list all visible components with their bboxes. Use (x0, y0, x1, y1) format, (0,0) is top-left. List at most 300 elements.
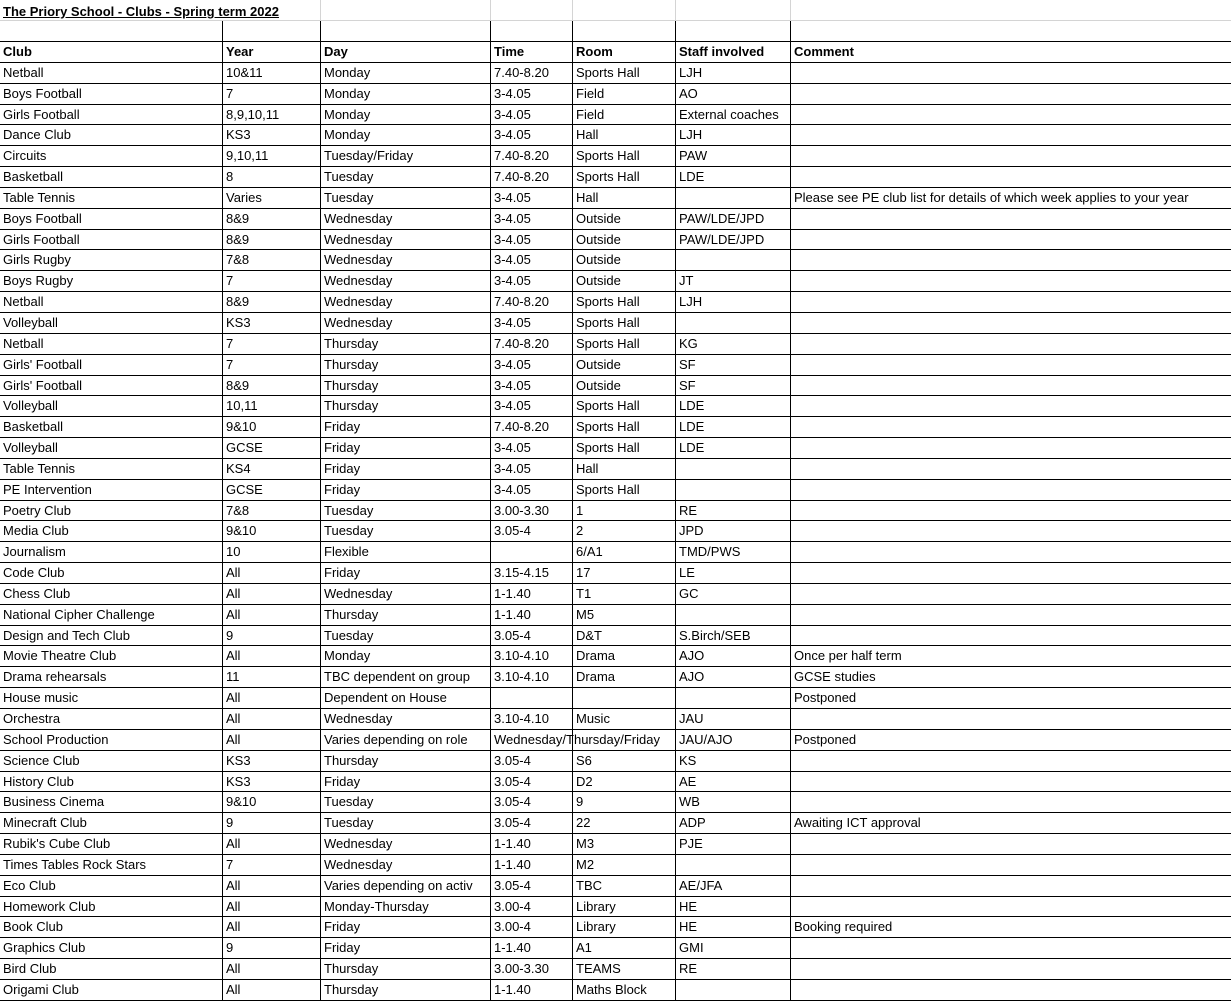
cell-club[interactable]: Table Tennis (3, 460, 76, 476)
cell-club[interactable]: Volleyball (3, 398, 58, 414)
cell-staff[interactable]: JT (675, 271, 790, 291)
header-staff[interactable]: Staff involved (675, 42, 790, 62)
cell-comment[interactable] (790, 855, 1231, 875)
cell-staff[interactable] (675, 605, 790, 625)
cell-club[interactable]: Poetry Club (3, 502, 71, 518)
cell-day[interactable]: Friday (320, 438, 490, 458)
cell-room[interactable]: Sports Hall (572, 396, 675, 416)
cell-day[interactable]: Friday (320, 772, 490, 792)
header-year[interactable]: Year (222, 42, 320, 62)
cell-staff[interactable] (675, 459, 790, 479)
cell-comment[interactable] (790, 376, 1231, 396)
cell-time[interactable]: 3-4.05 (490, 125, 572, 145)
cell-comment[interactable]: Postponed (790, 688, 1231, 708)
blank-cell[interactable] (320, 21, 490, 41)
cell-club[interactable]: Eco Club (3, 877, 56, 893)
cell-club[interactable]: Movie Theatre Club (3, 648, 117, 664)
cell-year[interactable]: All (222, 959, 320, 979)
cell-time[interactable]: 3.00-3.30 (490, 501, 572, 521)
cell-staff[interactable]: JPD (675, 521, 790, 541)
cell-room[interactable]: T1 (572, 584, 675, 604)
cell-time[interactable]: 3.05-4 (490, 751, 572, 771)
cell-room[interactable]: Sports Hall (572, 480, 675, 500)
cell-staff[interactable]: S.Birch/SEB (675, 626, 790, 646)
cell-comment[interactable] (790, 438, 1231, 458)
cell-year[interactable]: KS4 (222, 459, 320, 479)
blank-cell[interactable] (222, 21, 320, 41)
cell-room[interactable]: A1 (572, 938, 675, 958)
cell-day[interactable]: Tuesday (320, 188, 490, 208)
header-comment[interactable]: Comment (790, 42, 1231, 62)
cell-staff[interactable]: GMI (675, 938, 790, 958)
cell-staff[interactable]: LDE (675, 438, 790, 458)
cell-club[interactable]: Science Club (3, 752, 80, 768)
cell-day[interactable]: Wednesday (320, 209, 490, 229)
cell-room[interactable]: 9 (572, 792, 675, 812)
cell-day[interactable]: Wednesday (320, 230, 490, 250)
cell-day[interactable]: Thursday (320, 980, 490, 1000)
cell-day[interactable]: Monday (320, 63, 490, 83)
cell-room[interactable]: Sports Hall (572, 63, 675, 83)
cell-club[interactable]: Minecraft Club (3, 815, 87, 831)
blank-cell[interactable] (572, 21, 675, 41)
cell-year[interactable]: GCSE (222, 438, 320, 458)
cell-time[interactable]: 1-1.40 (490, 938, 572, 958)
cell-staff[interactable]: LJH (675, 125, 790, 145)
cell-comment[interactable] (790, 501, 1231, 521)
cell-comment[interactable]: Booking required (790, 917, 1231, 937)
cell-staff[interactable]: LDE (675, 417, 790, 437)
cell-time[interactable]: 7.40-8.20 (490, 63, 572, 83)
cell-day[interactable]: Friday (320, 459, 490, 479)
cell-club[interactable]: Dance Club (3, 127, 71, 143)
cell-room[interactable]: Sports Hall (572, 313, 675, 333)
cell-time[interactable]: 3-4.05 (490, 250, 572, 270)
cell-room[interactable]: Outside (572, 209, 675, 229)
cell-time[interactable]: 1-1.40 (490, 834, 572, 854)
cell-comment[interactable] (790, 584, 1231, 604)
cell-room[interactable]: TEAMS (572, 959, 675, 979)
cell-year[interactable]: 9&10 (222, 417, 320, 437)
cell-time[interactable]: Wednesday/Thursday/Friday (490, 730, 572, 750)
cell-room[interactable]: Maths Block (572, 980, 675, 1000)
cell-club[interactable]: School Production (3, 731, 109, 747)
cell-staff[interactable]: HE (675, 897, 790, 917)
cell-time[interactable]: 3.05-4 (490, 876, 572, 896)
cell-club[interactable]: Code Club (3, 565, 65, 581)
cell-day[interactable]: Tuesday (320, 813, 490, 833)
cell-day[interactable]: Tuesday (320, 792, 490, 812)
cell-time[interactable]: 3.05-4 (490, 772, 572, 792)
cell-comment[interactable] (790, 938, 1231, 958)
header-day[interactable]: Day (320, 42, 490, 62)
cell-club[interactable]: Bird Club (3, 961, 57, 977)
cell-year[interactable]: All (222, 584, 320, 604)
cell-staff[interactable]: AJO (675, 646, 790, 666)
cell-staff[interactable]: LJH (675, 63, 790, 83)
cell-day[interactable]: Monday (320, 105, 490, 125)
cell-time[interactable]: 3.05-4 (490, 626, 572, 646)
cell-year[interactable]: 7 (222, 271, 320, 291)
cell-room[interactable]: Sports Hall (572, 334, 675, 354)
cell-staff[interactable]: PJE (675, 834, 790, 854)
cell-time[interactable]: 7.40-8.20 (490, 167, 572, 187)
cell-comment[interactable] (790, 230, 1231, 250)
cell-comment[interactable] (790, 605, 1231, 625)
cell-staff[interactable]: KG (675, 334, 790, 354)
cell-comment[interactable] (790, 897, 1231, 917)
cell-room[interactable]: Sports Hall (572, 438, 675, 458)
cell-year[interactable]: KS3 (222, 751, 320, 771)
cell-year[interactable]: All (222, 834, 320, 854)
cell-day[interactable]: Monday-Thursday (320, 897, 490, 917)
cell-day[interactable]: Tuesday/Friday (320, 146, 490, 166)
cell-room[interactable] (572, 730, 675, 750)
cell-year[interactable]: 9 (222, 938, 320, 958)
cell-club[interactable]: Drama rehearsals (3, 669, 107, 685)
cell-day[interactable]: Thursday (320, 396, 490, 416)
cell-time[interactable] (490, 542, 572, 562)
cell-room[interactable]: Music (572, 709, 675, 729)
cell-comment[interactable] (790, 709, 1231, 729)
cell-day[interactable]: Monday (320, 125, 490, 145)
cell-club[interactable]: Homework Club (3, 898, 96, 914)
cell-club[interactable]: Girls Football (3, 106, 80, 122)
cell-club[interactable]: Basketball (3, 169, 63, 185)
cell-staff[interactable] (675, 188, 790, 208)
cell-day[interactable]: Tuesday (320, 626, 490, 646)
cell-staff[interactable]: ADP (675, 813, 790, 833)
cell-year[interactable]: 8 (222, 167, 320, 187)
cell-year[interactable]: 8&9 (222, 292, 320, 312)
cell-comment[interactable]: Postponed (790, 730, 1231, 750)
cell-time[interactable]: 3-4.05 (490, 438, 572, 458)
cell-comment[interactable] (790, 772, 1231, 792)
cell-comment[interactable] (790, 292, 1231, 312)
cell-staff[interactable] (675, 855, 790, 875)
cell-comment[interactable] (790, 521, 1231, 541)
cell-staff[interactable]: WB (675, 792, 790, 812)
cell-comment[interactable]: Awaiting ICT approval (790, 813, 1231, 833)
cell-room[interactable]: Field (572, 84, 675, 104)
cell-club[interactable]: Netball (3, 335, 44, 351)
cell-year[interactable]: 8&9 (222, 209, 320, 229)
cell-club[interactable]: Basketball (3, 419, 63, 435)
cell-day[interactable]: Friday (320, 563, 490, 583)
cell-day[interactable]: Wednesday (320, 292, 490, 312)
cell-time[interactable]: 1-1.40 (490, 980, 572, 1000)
cell-comment[interactable] (790, 563, 1231, 583)
cell-comment[interactable]: GCSE studies (790, 667, 1231, 687)
cell-room[interactable]: Library (572, 917, 675, 937)
cell-comment[interactable] (790, 313, 1231, 333)
cell-year[interactable]: All (222, 897, 320, 917)
cell-comment[interactable] (790, 146, 1231, 166)
cell-comment[interactable] (790, 626, 1231, 646)
cell-club[interactable]: Graphics Club (3, 940, 86, 956)
cell-time[interactable]: 1-1.40 (490, 584, 572, 604)
cell-time[interactable]: 3.15-4.15 (490, 563, 572, 583)
cell-day[interactable]: Tuesday (320, 167, 490, 187)
cell-day[interactable]: Wednesday (320, 313, 490, 333)
cell-staff[interactable]: LDE (675, 167, 790, 187)
cell-staff[interactable]: LJH (675, 292, 790, 312)
cell-club[interactable]: Girls Rugby (3, 252, 71, 268)
cell-room[interactable]: Outside (572, 376, 675, 396)
cell-comment[interactable] (790, 105, 1231, 125)
cell-year[interactable]: 8&9 (222, 376, 320, 396)
cell-club[interactable]: Table Tennis (3, 189, 76, 205)
cell-staff[interactable] (675, 688, 790, 708)
cell-comment[interactable] (790, 334, 1231, 354)
cell-staff[interactable]: HE (675, 917, 790, 937)
cell-time[interactable]: 3.00-4 (490, 917, 572, 937)
cell-day[interactable]: Monday (320, 646, 490, 666)
cell-room[interactable]: 1 (572, 501, 675, 521)
cell-room[interactable]: M5 (572, 605, 675, 625)
cell-day[interactable]: Wednesday (320, 250, 490, 270)
cell-comment[interactable]: Once per half term (790, 646, 1231, 666)
cell-club[interactable]: Volleyball (3, 314, 58, 330)
blank-cell[interactable] (675, 21, 790, 41)
cell-staff[interactable]: PAW/LDE/JPD (675, 209, 790, 229)
cell-time[interactable]: 3.05-4 (490, 521, 572, 541)
cell-staff[interactable]: LE (675, 563, 790, 583)
cell-time[interactable]: 3-4.05 (490, 209, 572, 229)
cell-year[interactable]: 7 (222, 855, 320, 875)
cell-day[interactable]: Thursday (320, 751, 490, 771)
cell-year[interactable]: 7&8 (222, 250, 320, 270)
cell-club[interactable]: Girls Football (3, 231, 80, 247)
cell-time[interactable]: 3.10-4.10 (490, 667, 572, 687)
cell-club[interactable]: Orchestra (3, 711, 61, 726)
cell-year[interactable]: KS3 (222, 313, 320, 333)
cell-day[interactable]: Thursday (320, 959, 490, 979)
cell-day[interactable]: Wednesday (320, 834, 490, 854)
cell-year[interactable]: All (222, 605, 320, 625)
cell-year[interactable]: GCSE (222, 480, 320, 500)
cell-room[interactable]: M2 (572, 855, 675, 875)
cell-club[interactable]: Rubik's Cube Club (3, 836, 111, 852)
cell-time[interactable]: 7.40-8.20 (490, 417, 572, 437)
cell-comment[interactable] (790, 250, 1231, 270)
blank-cell[interactable] (490, 21, 572, 41)
cell-time[interactable]: 3.05-4 (490, 813, 572, 833)
cell-year[interactable]: All (222, 688, 320, 708)
cell-staff[interactable]: AE/JFA (675, 876, 790, 896)
cell-comment[interactable] (790, 480, 1231, 500)
cell-day[interactable]: Thursday (320, 334, 490, 354)
cell-year[interactable]: 8&9 (222, 230, 320, 250)
cell-comment[interactable] (790, 542, 1231, 562)
cell-staff[interactable] (675, 980, 790, 1000)
header-time[interactable]: Time (490, 42, 572, 62)
cell-time[interactable]: 3-4.05 (490, 396, 572, 416)
cell-club[interactable]: Business Cinema (3, 794, 105, 810)
cell-comment[interactable] (790, 396, 1231, 416)
cell-club[interactable]: House music (3, 690, 79, 706)
cell-club[interactable]: Design and Tech Club (3, 627, 130, 643)
cell-club[interactable]: Book Club (3, 919, 63, 935)
cell-staff[interactable]: RE (675, 501, 790, 521)
cell-club[interactable]: Girls' Football (3, 356, 83, 372)
cell-club[interactable]: Chess Club (3, 585, 71, 601)
cell-year[interactable]: 7 (222, 334, 320, 354)
cell-time[interactable] (490, 688, 572, 708)
cell-time[interactable]: 3-4.05 (490, 105, 572, 125)
cell-comment[interactable] (790, 980, 1231, 1000)
cell-room[interactable]: Sports Hall (572, 417, 675, 437)
cell-staff[interactable]: AE (675, 772, 790, 792)
cell-club[interactable]: National Cipher Challenge (3, 606, 155, 622)
cell-staff[interactable]: External coaches (675, 105, 790, 125)
cell-year[interactable]: 9 (222, 626, 320, 646)
cell-comment[interactable] (790, 209, 1231, 229)
cell-time[interactable]: 3-4.05 (490, 271, 572, 291)
cell-day[interactable]: Varies depending on activ (320, 876, 490, 896)
cell-time[interactable]: 3-4.05 (490, 459, 572, 479)
cell-year[interactable]: 9&10 (222, 792, 320, 812)
cell-comment[interactable] (790, 271, 1231, 291)
cell-comment[interactable]: Please see PE club list for details of which week applies to your year (790, 188, 1231, 208)
cell-club[interactable]: Media Club (3, 523, 69, 539)
cell-year[interactable]: KS3 (222, 125, 320, 145)
cell-year[interactable]: Varies (222, 188, 320, 208)
cell-time[interactable]: 3.05-4 (490, 792, 572, 812)
cell-room[interactable]: 17 (572, 563, 675, 583)
cell-room[interactable]: Field (572, 105, 675, 125)
cell-comment[interactable] (790, 459, 1231, 479)
cell-comment[interactable] (790, 751, 1231, 771)
cell-time[interactable]: 3.00-4 (490, 897, 572, 917)
cell-staff[interactable]: PAW/LDE/JPD (675, 230, 790, 250)
cell-day[interactable]: Friday (320, 917, 490, 937)
cell-staff[interactable]: JAU (675, 709, 790, 729)
cell-club[interactable]: Boys Rugby (3, 273, 74, 289)
cell-day[interactable]: Thursday (320, 376, 490, 396)
cell-day[interactable]: Thursday (320, 355, 490, 375)
cell-staff[interactable]: LDE (675, 396, 790, 416)
cell-year[interactable]: 9&10 (222, 521, 320, 541)
cell-year[interactable]: 7 (222, 355, 320, 375)
cell-room[interactable]: 22 (572, 813, 675, 833)
cell-year[interactable]: 7 (222, 84, 320, 104)
cell-room[interactable]: Outside (572, 230, 675, 250)
cell-year[interactable]: 9 (222, 813, 320, 833)
cell-year[interactable]: 9,10,11 (222, 146, 320, 166)
cell-year[interactable]: All (222, 876, 320, 896)
cell-time[interactable]: 3-4.05 (490, 230, 572, 250)
cell-room[interactable]: S6 (572, 751, 675, 771)
cell-time[interactable]: 7.40-8.20 (490, 146, 572, 166)
cell-year[interactable]: All (222, 980, 320, 1000)
cell-day[interactable]: Wednesday (320, 271, 490, 291)
cell-room[interactable]: D2 (572, 772, 675, 792)
cell-staff[interactable]: SF (675, 355, 790, 375)
cell-year[interactable]: 10,11 (222, 396, 320, 416)
cell-day[interactable]: Wednesday (320, 855, 490, 875)
cell-time[interactable]: 3-4.05 (490, 355, 572, 375)
cell-comment[interactable] (790, 125, 1231, 145)
cell-time[interactable]: 3.10-4.10 (490, 646, 572, 666)
cell-day[interactable]: Tuesday (320, 521, 490, 541)
cell-year[interactable]: 10 (222, 542, 320, 562)
cell-comment[interactable] (790, 84, 1231, 104)
cell-time[interactable]: 3-4.05 (490, 376, 572, 396)
cell-day[interactable]: Dependent on House (320, 688, 490, 708)
cell-time[interactable]: 1-1.40 (490, 855, 572, 875)
cell-day[interactable]: Friday (320, 480, 490, 500)
cell-comment[interactable] (790, 959, 1231, 979)
cell-year[interactable]: All (222, 730, 320, 750)
cell-club[interactable]: Netball (3, 64, 44, 80)
cell-room[interactable]: Outside (572, 355, 675, 375)
cell-staff[interactable] (675, 250, 790, 270)
cell-time[interactable]: 3-4.05 (490, 84, 572, 104)
cell-club[interactable]: Netball (3, 294, 44, 310)
cell-club[interactable]: Girls' Football (3, 377, 83, 393)
cell-staff[interactable]: TMD/PWS (675, 542, 790, 562)
cell-room[interactable]: Drama (572, 667, 675, 687)
cell-day[interactable]: Wednesday (320, 709, 490, 729)
cell-time[interactable]: 3-4.05 (490, 188, 572, 208)
cell-club[interactable]: PE Intervention (3, 481, 92, 497)
cell-year[interactable]: 11 (222, 667, 320, 687)
cell-comment[interactable] (790, 167, 1231, 187)
cell-year[interactable]: KS3 (222, 772, 320, 792)
header-club[interactable]: Club (3, 44, 32, 59)
cell-day[interactable]: Thursday (320, 605, 490, 625)
cell-year[interactable]: All (222, 709, 320, 729)
cell-club[interactable]: Circuits (3, 148, 47, 164)
cell-day[interactable]: Varies depending on role (320, 730, 490, 750)
cell-time[interactable]: 7.40-8.20 (490, 292, 572, 312)
cell-staff[interactable]: JAU/AJO (675, 730, 790, 750)
cell-staff[interactable]: GC (675, 584, 790, 604)
cell-staff[interactable]: RE (675, 959, 790, 979)
cell-room[interactable]: Drama (572, 646, 675, 666)
cell-day[interactable]: TBC dependent on group (320, 667, 490, 687)
blank-cell[interactable] (790, 21, 1231, 41)
cell-comment[interactable] (790, 792, 1231, 812)
cell-staff[interactable] (675, 313, 790, 333)
cell-time[interactable]: 1-1.40 (490, 605, 572, 625)
cell-time[interactable]: 7.40-8.20 (490, 334, 572, 354)
cell-room[interactable]: Sports Hall (572, 292, 675, 312)
cell-staff[interactable] (675, 480, 790, 500)
cell-club[interactable]: Volleyball (3, 440, 58, 456)
cell-day[interactable]: Friday (320, 417, 490, 437)
cell-room[interactable]: Sports Hall (572, 146, 675, 166)
cell-comment[interactable] (790, 876, 1231, 896)
cell-club[interactable]: Times Tables Rock Stars (3, 856, 147, 872)
cell-room[interactable]: Outside (572, 271, 675, 291)
cell-day[interactable]: Monday (320, 84, 490, 104)
cell-day[interactable]: Friday (320, 938, 490, 958)
cell-room[interactable] (572, 688, 675, 708)
cell-club[interactable]: History Club (3, 773, 74, 789)
cell-club[interactable]: Journalism (3, 544, 66, 560)
cell-comment[interactable] (790, 63, 1231, 83)
cell-room[interactable]: Outside (572, 250, 675, 270)
cell-room[interactable]: Sports Hall (572, 167, 675, 187)
cell-year[interactable]: All (222, 563, 320, 583)
cell-staff[interactable]: SF (675, 376, 790, 396)
header-room[interactable]: Room (572, 42, 675, 62)
cell-room[interactable]: Library (572, 897, 675, 917)
cell-room[interactable]: Hall (572, 188, 675, 208)
cell-day[interactable]: Tuesday (320, 501, 490, 521)
